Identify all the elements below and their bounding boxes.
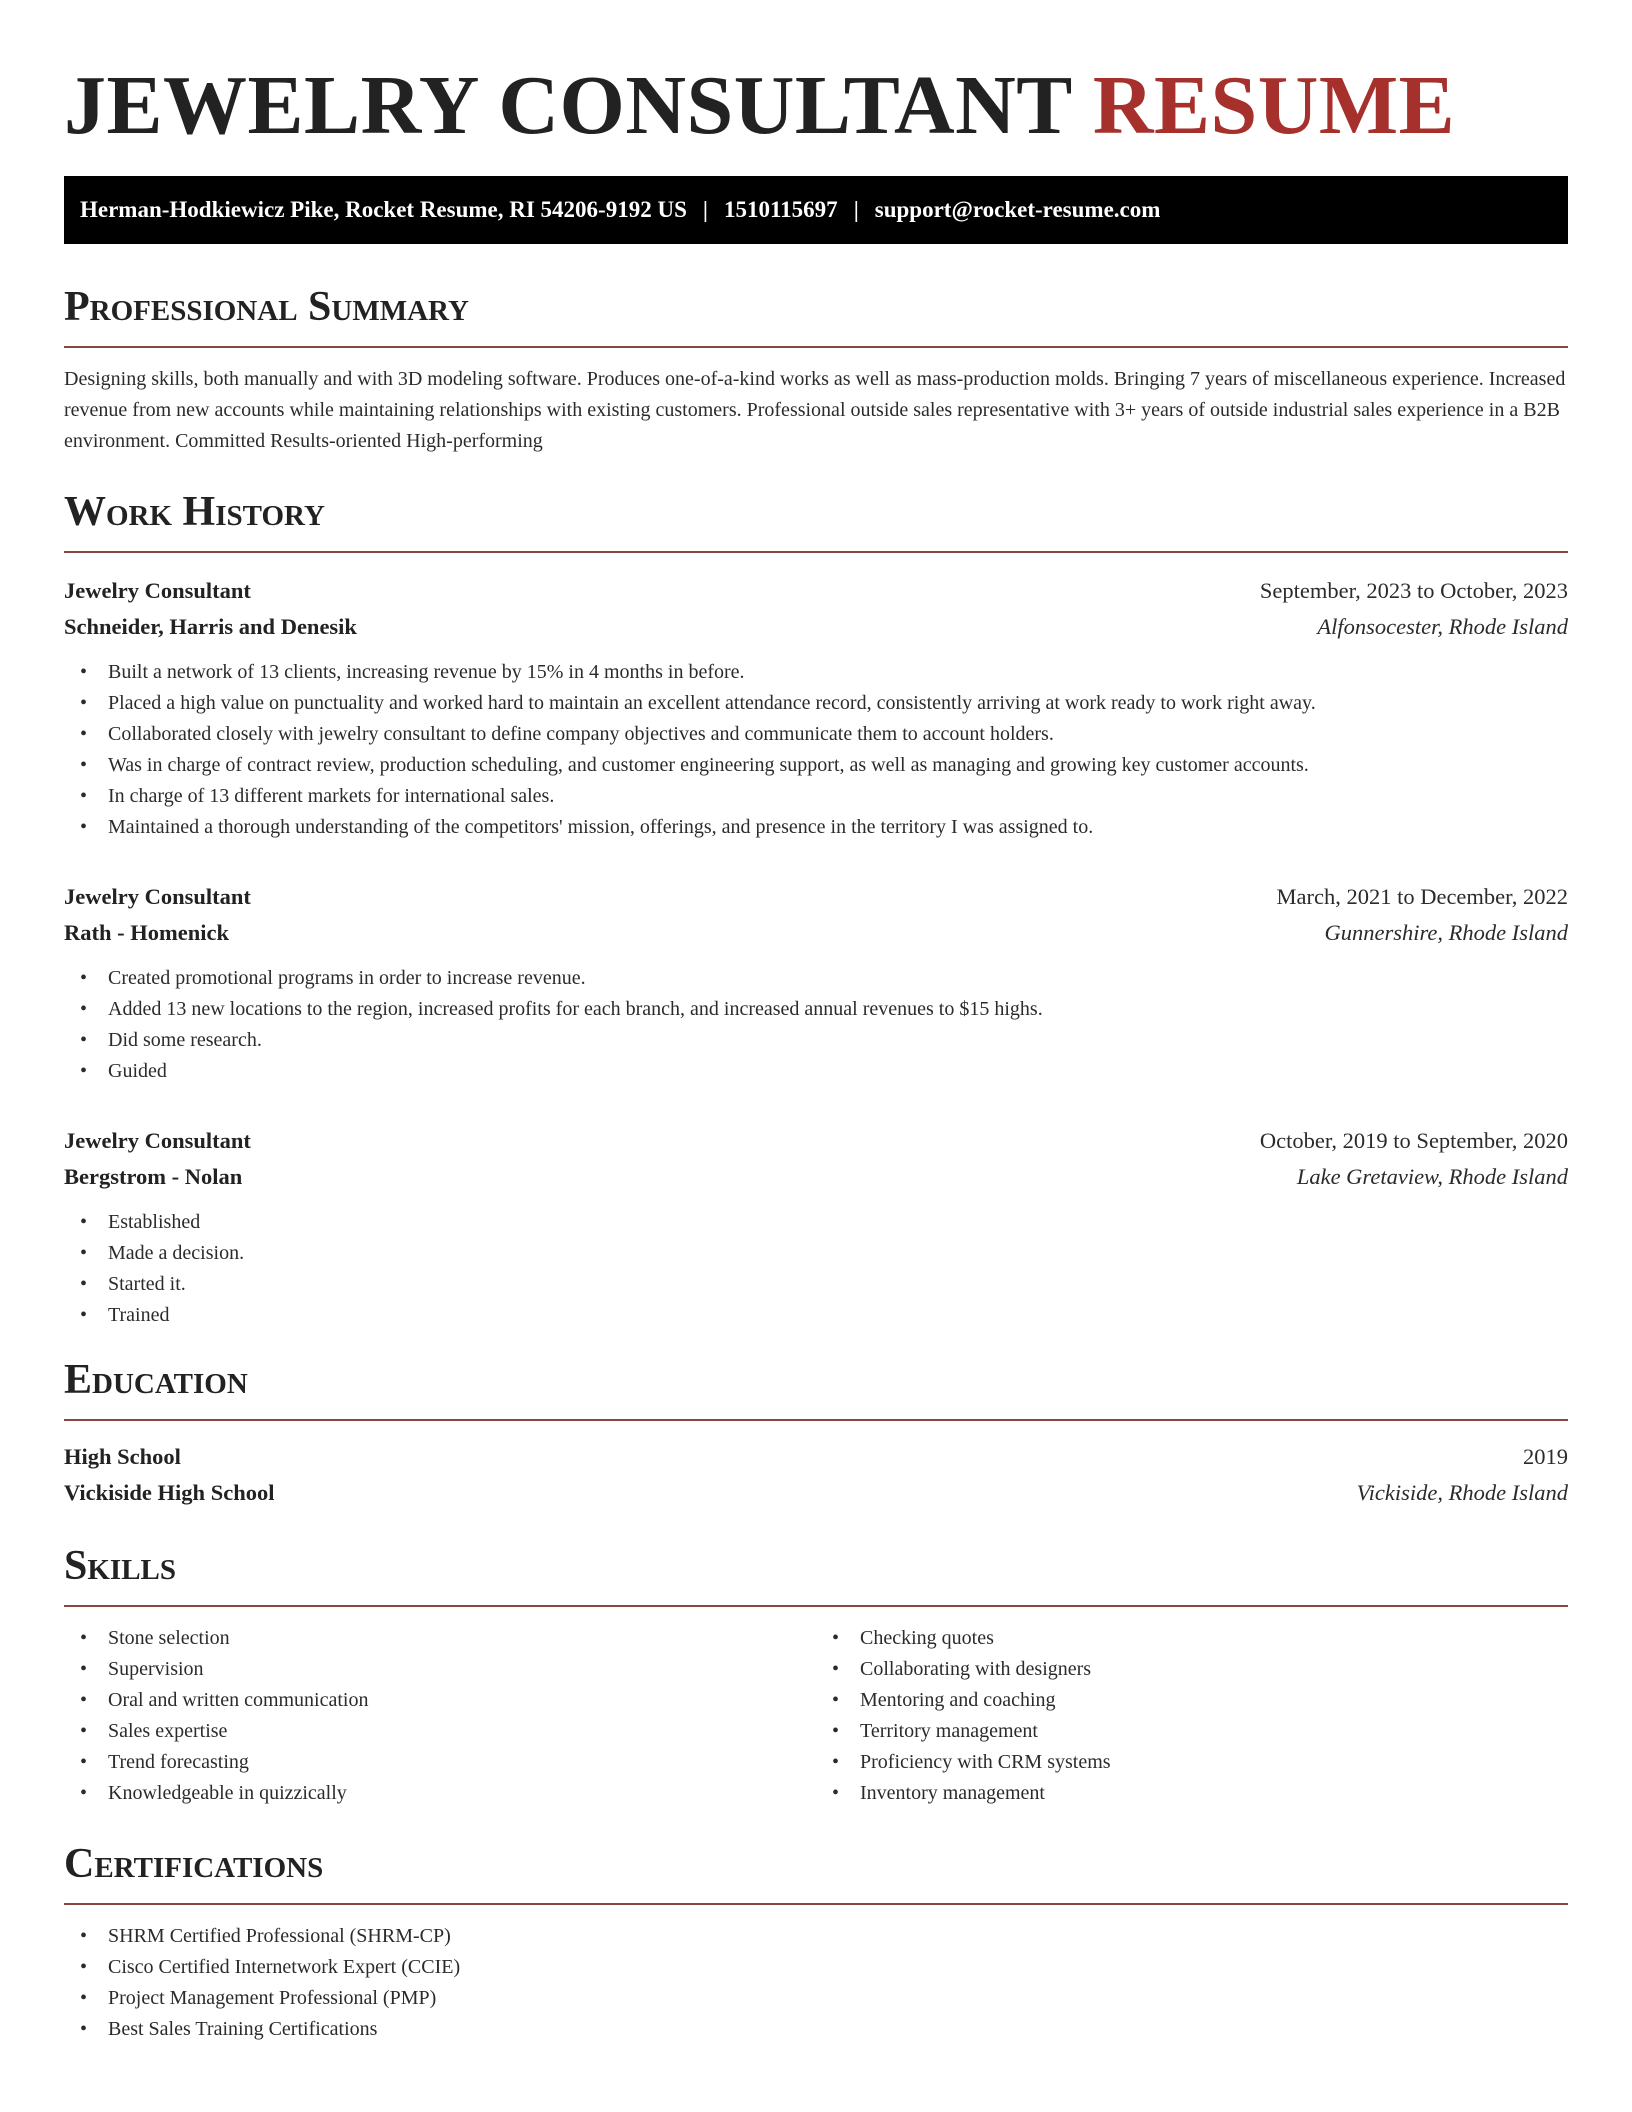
- title-accent: RESUME: [1092, 59, 1456, 152]
- certifications-section: [64, 1839, 1568, 2045]
- skill-item: • Collaborating with designers: [816, 1654, 1568, 1685]
- job-bullet: • Added 13 new locations to the region, increased profits for each branch, and increased annual revenues to $15 highs.: [64, 994, 1568, 1025]
- job-list: [64, 573, 1568, 1331]
- contact-separator: |: [853, 197, 859, 222]
- job-bullet: • Maintained a thorough understanding of the competitors' mission, offerings, and presence in the territory I was assigned to.: [64, 812, 1568, 843]
- title-main: JEWELRY CONSULTANT: [64, 59, 1072, 152]
- work-history-heading: Work History: [64, 487, 1568, 553]
- skill-item: • Oral and written communication: [64, 1685, 816, 1716]
- job-company: Rath - Homenick: [64, 920, 229, 945]
- skills-left-column: [64, 1623, 816, 1809]
- summary-text: Designing skills, both manually and with 3D modeling software. Produces one-of-a-kind works as well as mass-production molds. Bringing 7 years of miscellaneous experience. Increased revenue from new accounts while maintaining relationships with existing customers. Professional outside sales representative with 3+ years of outside industrial sales experience in a B2B environment. Committed Results-oriented High-performing: [64, 368, 1566, 452]
- education-heading: Education: [64, 1355, 1568, 1421]
- job-bullet-list: [64, 1207, 1568, 1331]
- skill-item: • Knowledgeable in quizzically: [64, 1778, 816, 1809]
- contact-separator: |: [702, 197, 708, 222]
- job-dates: October, 2019 to September, 2020: [1259, 1128, 1568, 1153]
- job-dates: March, 2021 to December, 2022: [1276, 884, 1568, 909]
- job-bullet: • Placed a high value on punctuality and worked hard to maintain an excellent attendance record, consistently arriving at work ready to work right away.: [64, 688, 1568, 719]
- job-location: Alfonsocester, Rhode Island: [1317, 614, 1568, 639]
- job-bullet: • Built a network of 13 clients, increasing revenue by 15% in 4 months in before.: [64, 657, 1568, 688]
- job-title: Jewelry Consultant: [64, 578, 251, 603]
- education-year: 2019: [1523, 1444, 1568, 1469]
- job-bullet: • Made a decision.: [64, 1238, 1568, 1269]
- job-location: Lake Gretaview, Rhode Island: [1296, 1164, 1568, 1189]
- job-dates: September, 2023 to October, 2023: [1259, 578, 1568, 603]
- job-location: Gunnershire, Rhode Island: [1324, 920, 1568, 945]
- skill-item: • Checking quotes: [816, 1623, 1568, 1654]
- skill-item: • Inventory management: [816, 1778, 1568, 1809]
- job-bullet: • Created promotional programs in order to increase revenue.: [64, 963, 1568, 994]
- education-entry: [64, 1439, 1568, 1511]
- certification-item: • SHRM Certified Professional (SHRM-CP): [64, 1921, 1568, 1952]
- skills-columns: [64, 1623, 1568, 1809]
- education-location: Vickiside, Rhode Island: [1356, 1480, 1568, 1505]
- job-bullet: • Trained: [64, 1300, 1568, 1331]
- job-title: Jewelry Consultant: [64, 1128, 251, 1153]
- job-entry: [64, 879, 1568, 1087]
- certifications-heading: Certifications: [64, 1839, 1568, 1905]
- job-bullet: • Guided: [64, 1056, 1568, 1087]
- skill-item: • Supervision: [64, 1654, 816, 1685]
- contact-phone: 1510115697: [723, 197, 838, 222]
- job-bullet: • Did some research.: [64, 1025, 1568, 1056]
- education-degree: High School: [64, 1444, 181, 1469]
- education-school: Vickiside High School: [64, 1480, 275, 1505]
- skill-item: • Proficiency with CRM systems: [816, 1747, 1568, 1778]
- certification-item: • Best Sales Training Certifications: [64, 2014, 1568, 2045]
- certifications-list: [64, 1921, 1568, 2045]
- skill-item: • Trend forecasting: [64, 1747, 816, 1778]
- job-bullet-list: [64, 657, 1568, 843]
- education-section: [64, 1355, 1568, 1511]
- skill-item: • Mentoring and coaching: [816, 1685, 1568, 1716]
- skills-heading: Skills: [64, 1541, 1568, 1607]
- job-bullet: • Collaborated closely with jewelry consultant to define company objectives and communicate them to account holders.: [64, 719, 1568, 750]
- contact-bar: [64, 176, 1568, 244]
- summary-section: [64, 282, 1568, 457]
- job-entry: [64, 573, 1568, 843]
- job-bullet: • Started it.: [64, 1269, 1568, 1300]
- job-bullet: • In charge of 13 different markets for international sales.: [64, 781, 1568, 812]
- summary-heading: Professional Summary: [64, 282, 1568, 348]
- job-company: Schneider, Harris and Denesik: [64, 614, 357, 639]
- skills-right-column: [816, 1623, 1568, 1809]
- contact-address: Herman-Hodkiewicz Pike, Rocket Resume, RI 54206-9192 US: [80, 197, 687, 222]
- certification-item: • Project Management Professional (PMP): [64, 1983, 1568, 2014]
- job-title: Jewelry Consultant: [64, 884, 251, 909]
- certification-item: • Cisco Certified Internetwork Expert (CCIE): [64, 1952, 1568, 1983]
- skill-item: • Stone selection: [64, 1623, 816, 1654]
- skill-item: • Territory management: [816, 1716, 1568, 1747]
- resume-title: [64, 0, 1568, 176]
- job-bullet: • Was in charge of contract review, production scheduling, and customer engineering support, as well as managing and growing key customer accounts.: [64, 750, 1568, 781]
- contact-email: support@rocket-resume.com: [874, 197, 1161, 222]
- skill-item: • Sales expertise: [64, 1716, 816, 1747]
- skills-section: [64, 1541, 1568, 1809]
- job-entry: [64, 1123, 1568, 1331]
- job-bullet-list: [64, 963, 1568, 1087]
- work-history-section: [64, 487, 1568, 1331]
- job-company: Bergstrom - Nolan: [64, 1164, 243, 1189]
- job-bullet: • Established: [64, 1207, 1568, 1238]
